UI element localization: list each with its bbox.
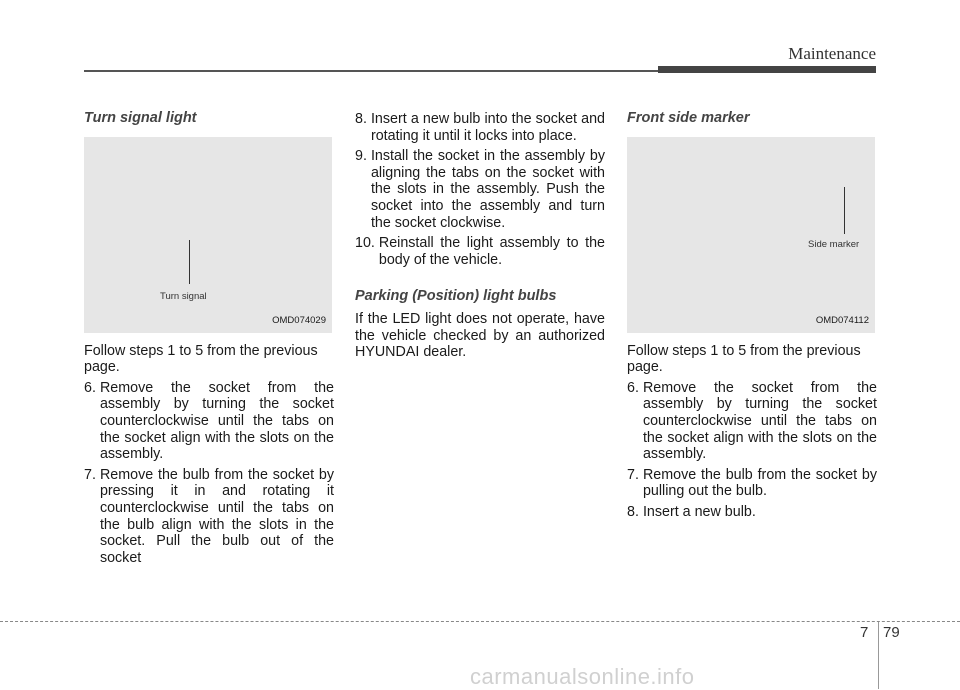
section-heading-parking-light: Parking (Position) light bulbs [355,288,557,305]
column-continued-steps [355,111,605,365]
figure-side-marker [627,137,875,333]
column-front-side-marker [627,108,877,525]
chapter-number: 7 [860,624,869,641]
figure-turn-signal [84,137,332,333]
callout-line [844,187,845,234]
column-turn-signal [84,108,334,570]
step-number: 6. [627,379,639,396]
section-heading-turn-signal: Turn signal light [84,110,197,126]
figure-code: OMD074112 [815,315,869,326]
step-text: Remove the socket from the assembly by turning the socket counterclockwise until the tabs on the socket align with the slots on the assembly. [99,379,334,463]
step-item [355,148,605,231]
header-rule-thick [658,66,876,73]
callout-line [189,240,190,284]
step-item [84,380,334,463]
footer-separator [878,622,879,689]
figure-code: OMD074029 [272,315,326,326]
page-number: 79 [883,624,900,641]
step-item [627,504,877,521]
step-number: 8. [627,503,639,520]
step-number: 7. [84,466,96,483]
step-text: Remove the socket from the assembly by turning the socket counterclockwise until the tabs on the socket align with the slots on the assembly. [642,379,877,463]
step-item [355,111,605,144]
step-text: Remove the bulb from the socket by pulling out the bulb. [642,466,877,500]
intro-text: Follow steps 1 to 5 from the previous page. [84,342,318,376]
page-header-title: Maintenance [788,44,876,63]
section-heading-front-side-marker: Front side marker [627,110,750,126]
step-number: 10. [355,235,375,252]
step-number: 7. [627,466,639,483]
callout-label-side-marker: Side marker [808,238,860,250]
footer-rule [0,621,960,622]
step-text: Reinstall the light assembly to the body of the vehicle. [378,235,605,268]
step-item [84,467,334,567]
intro-text: Follow steps 1 to 5 from the previous page. [627,342,861,376]
step-number: 9. [355,148,367,165]
step-number: 8. [355,111,367,127]
step-number: 6. [84,379,96,396]
callout-label-turn-signal: Turn signal [160,290,207,302]
step-item [627,467,877,500]
header-rule [84,70,664,72]
paragraph-led-note: If the LED light does not operate, have the vehicle checked by an authorized HYUNDAI dealer. [355,310,605,361]
step-item [355,235,605,268]
step-text: Insert a new bulb. [642,503,756,520]
step-text: Install the socket in the assembly by aligning the tabs on the socket with the slots in the assembly. Push the socket into the assembly and turn the socket clockwise. [370,148,605,231]
step-text: Insert a new bulb into the socket and rotating it until it locks into place. [370,111,605,144]
watermark-text[interactable]: carmanualsonline.info [470,664,695,689]
step-text: Remove the bulb from the socket by pressing it in and rotating it counterclockwise until the tabs on the bulb align with the slots in the socket. Pull the bulb out of the socket [99,466,334,566]
step-item [627,380,877,463]
